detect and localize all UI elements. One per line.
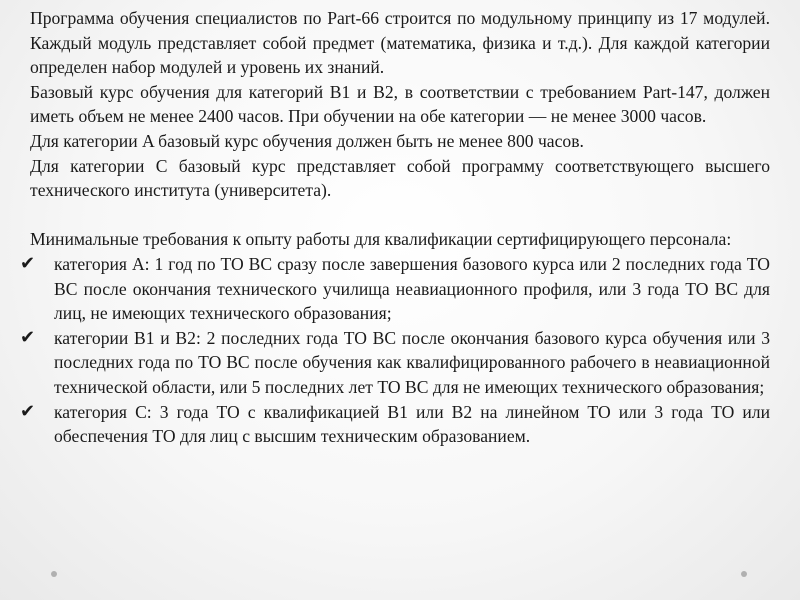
- requirement-category-c: категория C: 3 года ТО с квалификацией B1 или B2 на линейном ТО или 3 года ТО или обеспечения ТО для лиц с высшим техническим образованием.: [54, 401, 770, 447]
- list-item: [20, 326, 770, 400]
- requirement-category-b1-b2: категории B1 и B2: 2 последних года ТО ВС после окончания базового курса обучения или 3 последних года по ТО ВС после обучения как квалифицированного рабочего в неавиационной технической области, или 5 последних лет ТО ВС для не имеющих технического образования;: [54, 327, 770, 397]
- check-mark-icon: ✔: [20, 326, 36, 348]
- check-mark-icon: ✔: [20, 252, 36, 274]
- requirements-list: [20, 252, 770, 449]
- spacer: [30, 203, 770, 228]
- dot-icon: [741, 571, 747, 577]
- list-item: [20, 252, 770, 326]
- check-mark-icon: ✔: [20, 400, 36, 422]
- paragraph-b1-b2-course: Базовый курс обучения для категорий B1 и B2, в соответствии с требованием Part-147, должен иметь объем не менее 2400 часов. При обучении на обе категории — не менее 3000 часов.: [30, 81, 770, 127]
- paragraph-category-a-course: Для категории A базовый курс обучения должен быть не менее 800 часов.: [30, 130, 584, 151]
- list-item: [20, 400, 770, 449]
- paragraph-modular-program: Программа обучения специалистов по Part-66 строится по модульному принципу из 17 модулей. Каждый модуль представляет собой предмет (математика, физика и т.д.). Для каждой категории определен набор модулей и уровень их знаний.: [30, 8, 770, 78]
- requirements-intro: Минимальные требования к опыту работы для квалификации сертифицирующего персонала:: [30, 229, 732, 250]
- paragraph-category-c-course: Для категории C базовый курс представляет собой программу соответствующего высшего технического института (университета).: [30, 155, 770, 201]
- dot-icon: [51, 571, 57, 577]
- requirement-category-a: категория A: 1 год по ТО ВС сразу после завершения базового курса или 2 последних года ТО ВС после окончания технического училища неавиационного профиля, или 3 года ТО ВС для лиц, не имеющих технического образования;: [54, 253, 770, 324]
- slide-text-body: [20, 6, 770, 449]
